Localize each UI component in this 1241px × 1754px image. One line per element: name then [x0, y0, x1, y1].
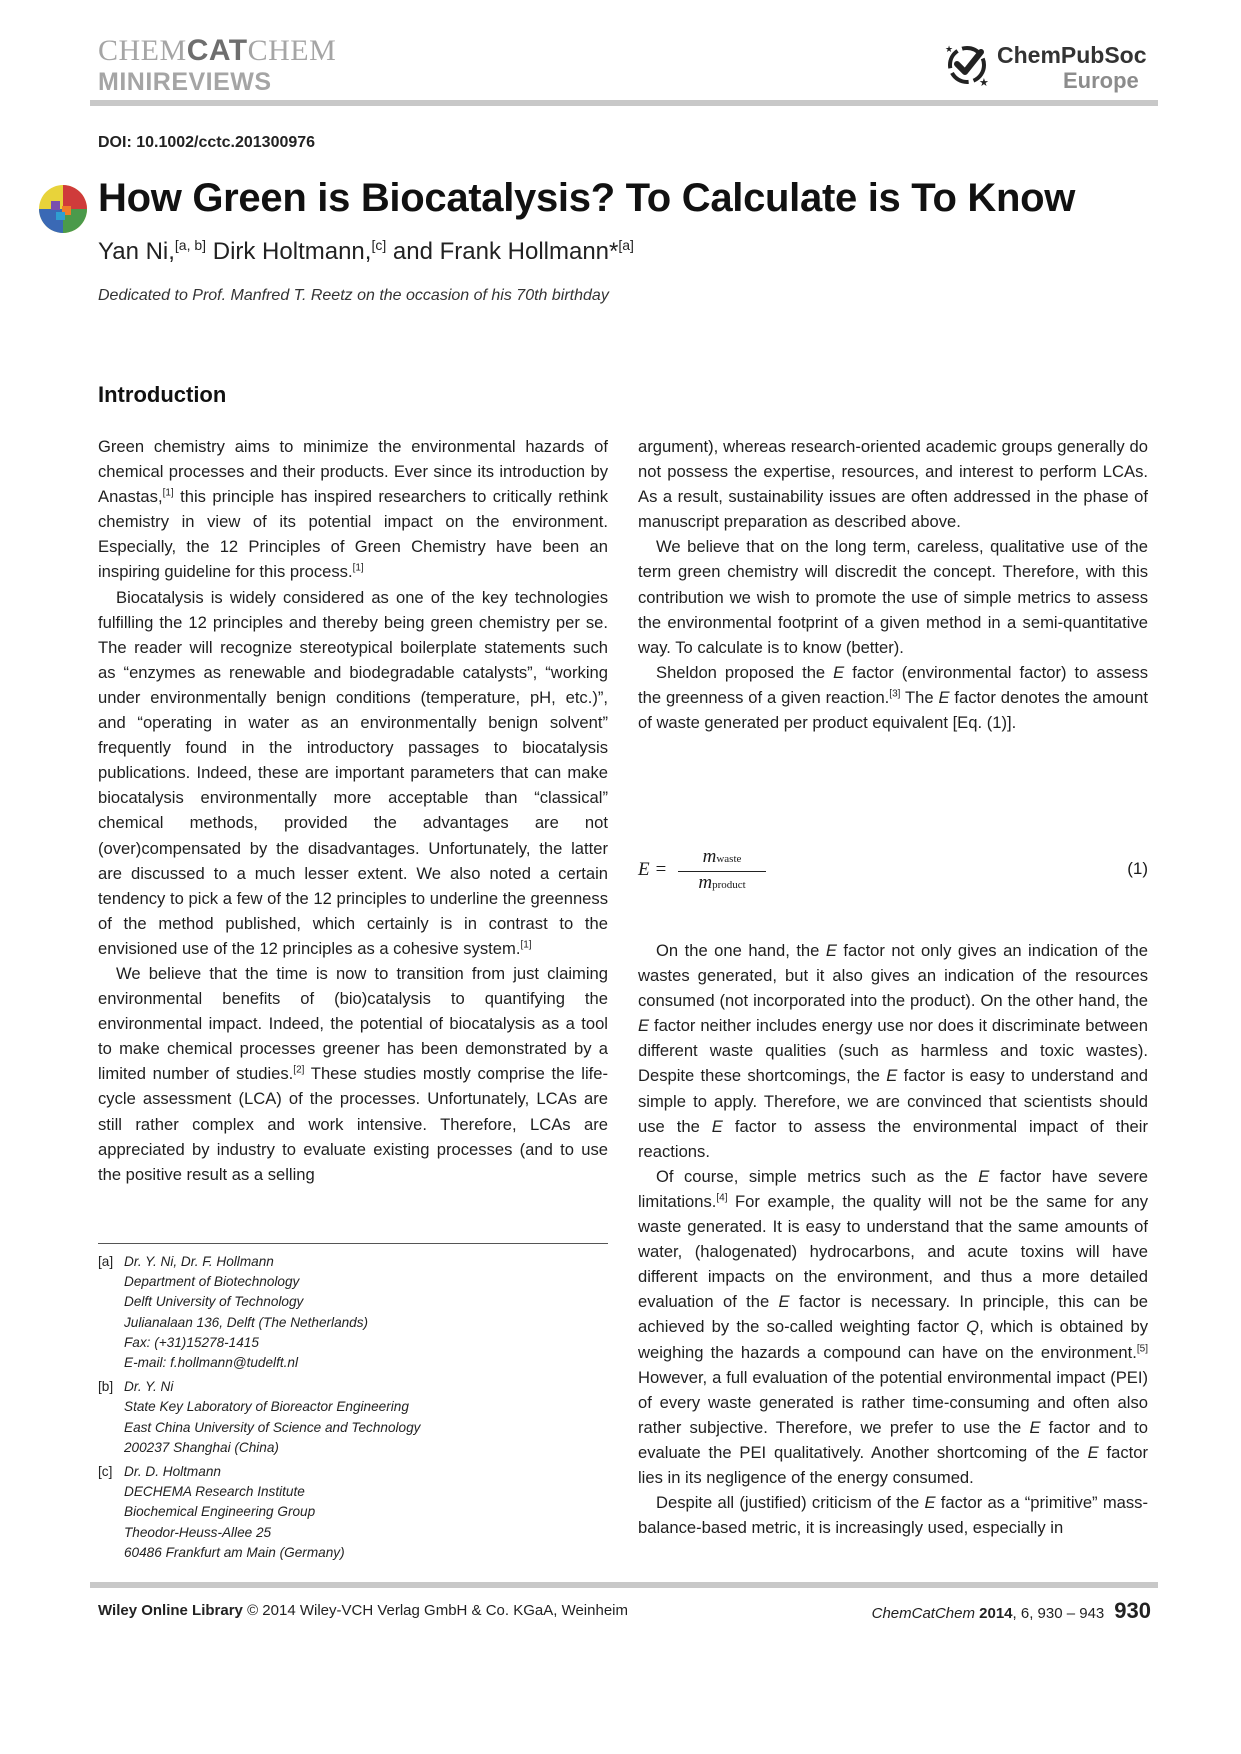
author-name[interactable]: Yan Ni, — [98, 238, 175, 265]
affiliation-line: Department of Biotechnology — [124, 1274, 300, 1290]
citation-ref[interactable]: [2] — [293, 1064, 305, 1076]
publisher-name: ChemPubSoc — [997, 42, 1147, 68]
text-run: On the one hand, the — [656, 941, 826, 960]
affiliation-line: Delft University of Technology — [124, 1294, 304, 1310]
body-paragraph — [98, 961, 608, 1187]
text-run: factor is necessary. In principle, this can be achieved by the so-called weighting factor — [638, 1292, 1149, 1337]
affiliation-line: DECHEMA Research Institute — [124, 1484, 305, 1500]
text-run: factor lies in its negligence of the energy consumed. — [638, 1442, 1148, 1487]
equation-var: m — [698, 872, 713, 893]
text-run: Despite all (justified) criticism of the — [656, 1493, 925, 1513]
equation-denominator — [674, 872, 770, 894]
affiliation-line: 60486 Frankfurt am Main (Germany) — [124, 1544, 345, 1560]
text-run: Of course, simple metrics such as the — [656, 1166, 979, 1186]
citation-ref[interactable]: [1] — [352, 562, 364, 574]
publisher-logo[interactable] — [943, 36, 1153, 96]
text-run: factor is easy to understand and simple to apply. Therefore, we are convinced that scientists should use the — [638, 1066, 1148, 1136]
text-run: factor denotes the amount of waste generated per product equivalent [Eq. (1)]. — [638, 687, 1148, 733]
affiliation-note — [98, 1462, 608, 1563]
header-rule — [90, 100, 1158, 106]
text-run: These studies mostly comprise the life-cycle assessment (LCA) of the processes. Unfortunately, LCAs are still rather complex and work intensive. Therefore, LCAs are appreciated by industry to evaluate existing processes (and to use the positive result as a selling — [98, 1064, 608, 1184]
body-paragraph — [98, 434, 608, 585]
author-name[interactable]: Dirk Holtmann, — [212, 238, 372, 265]
text-run: Green chemistry aims to minimize the environmental hazards of chemical processes and their products. Ever since its introduction by Anastas, — [98, 437, 608, 507]
text-run: factor have severe limitations. — [638, 1166, 1148, 1211]
affiliation-line: E-mail: f.hollmann@tudelft.nl — [124, 1355, 298, 1371]
affiliation-line: Fax: (+31)15278-1415 — [124, 1334, 259, 1350]
text-run: For example, the quality will not be the same for any waste generated. It is easy to understand that the same amounts of water, (halogenated) hydrocarbons, and acute toxins will have different impacts on the environment, and thus a more detailed evaluation of the — [638, 1191, 1148, 1312]
page-number: 930 — [1114, 1598, 1151, 1623]
journal-name-prefix: CHEM — [98, 34, 187, 67]
section-label: MINIREVIEWS — [98, 68, 272, 96]
citation-journal: ChemCatChem — [871, 1605, 975, 1622]
text-run: E — [1029, 1417, 1041, 1437]
svg-text:★: ★ — [979, 76, 989, 89]
library-link[interactable]: Wiley Online Library — [98, 1602, 243, 1619]
citation-ref[interactable]: [3] — [889, 688, 901, 700]
text-run: E — [711, 1116, 723, 1136]
equation-1 — [638, 846, 1148, 896]
text-run: factor neither includes energy use nor does it discriminate between different waste qualities (such as harmless and toxic wastes). Despite these shortcomings, the — [638, 1016, 1148, 1086]
equation-subscript: waste — [716, 853, 742, 865]
journal-name-suffix: CHEM — [247, 34, 337, 67]
author-separator — [206, 238, 213, 265]
equation-lhs: E = — [638, 859, 668, 880]
author-affiliation: [a, b] — [174, 237, 207, 253]
equation-number: (1) — [1127, 859, 1148, 878]
text-run: We believe that the time is now to transition from just claiming environmental benefits of (bio)catalysis to quantifying the environmental impact. Indeed, the potential of biocatalysis as a tool to make chemical processes greener has been demonstrated by a limited number of studies. — [98, 963, 608, 1084]
equation-numerator — [674, 846, 770, 868]
right-column-bottom — [638, 938, 1148, 1540]
text-run: E — [833, 662, 845, 682]
section-heading: Introduction — [98, 382, 227, 407]
text-run: Sheldon proposed the — [656, 662, 834, 682]
text-run: E — [1087, 1442, 1099, 1462]
citation-ref[interactable]: [5] — [1136, 1342, 1148, 1354]
affiliation-line: State Key Laboratory of Bioreactor Engineering — [124, 1399, 409, 1415]
citation-ref[interactable]: [1] — [520, 939, 532, 951]
equation-fraction — [674, 846, 770, 896]
body-paragraph — [638, 1164, 1148, 1490]
text-run: E — [938, 687, 950, 707]
footer-rule — [90, 1582, 1158, 1588]
citation-year: 2014 — [979, 1605, 1013, 1622]
left-column — [98, 434, 608, 1187]
text-run: this principle has inspired researchers to critically rethink chemistry in view of its potential impact on the environment. Especially, the 12 Principles of Green Chemistry have been an inspiring guideline for this process. — [98, 487, 608, 582]
affiliation-footnotes — [98, 1252, 608, 1567]
right-column-top — [638, 434, 1148, 735]
affiliation-mark: [b] — [98, 1379, 114, 1395]
article-title: How Green is Biocatalysis? To Calculate is To Know — [98, 176, 1076, 220]
publisher-seal-icon — [943, 40, 993, 90]
author-list — [98, 237, 634, 266]
text-run: However, a full evaluation of the potential environmental impact (PEI) of every waste generated is rather time-consuming and often also rather subjective. Therefore, we prefer to use the — [638, 1367, 1148, 1437]
text-run: Q — [966, 1317, 980, 1337]
affiliation-note — [98, 1252, 608, 1373]
footer-citation — [872, 1598, 1151, 1624]
affiliation-mark: [c] — [98, 1464, 113, 1480]
equation-var: m — [702, 846, 717, 867]
affiliation-note — [98, 1377, 608, 1458]
affiliation-line: Dr. Y. Ni, Dr. F. Hollmann — [124, 1254, 274, 1269]
copyright-text: © 2014 Wiley-VCH Verlag GmbH & Co. KGaA, Weinheim — [242, 1602, 628, 1619]
footer-copyright — [98, 1602, 628, 1619]
author-name[interactable]: Frank Hollmann* — [439, 238, 619, 265]
citation-ref[interactable]: [4] — [716, 1192, 728, 1204]
affiliation-mark: [a] — [98, 1254, 114, 1269]
text-run: E — [886, 1066, 898, 1086]
body-paragraph — [98, 585, 608, 961]
text-run: argument), whereas research-oriented academic groups generally do not possess the expertise, resources, and interest to perform LCAs. As a result, sustainability issues are often addressed in the phase of manuscript preparation as described above. — [638, 437, 1148, 532]
text-run: E — [638, 1016, 650, 1036]
body-paragraph — [638, 534, 1148, 659]
affiliation-line: Theodor-Heuss-Allee 25 — [124, 1524, 272, 1540]
puzzle-icon — [38, 184, 88, 234]
affiliation-line: Biochemical Engineering Group — [124, 1504, 316, 1520]
doi[interactable]: DOI: 10.1002/cctc.201300976 — [98, 134, 316, 151]
equation-subscript: product — [712, 879, 746, 891]
text-run: The — [900, 687, 939, 707]
footnote-rule — [98, 1243, 608, 1244]
text-run: E — [924, 1493, 936, 1513]
citation-ref[interactable]: [1] — [162, 487, 174, 499]
author-separator: and — [386, 238, 440, 265]
affiliation-line: Dr. D. Holtmann — [124, 1464, 221, 1480]
affiliation-line: Dr. Y. Ni — [124, 1379, 174, 1395]
text-run: factor and to evaluate the PEI qualitatively. Another shortcoming of the — [638, 1417, 1148, 1462]
text-run: We believe that on the long term, careless, qualitative use of the term green chemistry will discredit the concept. Therefore, with this contribution we wish to promote the use of simple metrics to assess the environmental footprint of a given method in a semi-quantitative way. To calculate is to know (better). — [638, 537, 1148, 657]
body-paragraph — [638, 1490, 1148, 1540]
affiliation-line: East China University of Science and Technology — [124, 1419, 421, 1435]
citation-volume-pages: , 6, 930 – 943 — [1012, 1605, 1105, 1622]
publisher-region: Europe — [1063, 68, 1139, 93]
text-run: factor to assess the environmental impact of their reactions. — [638, 1116, 1148, 1161]
text-run: , which is obtained by weighing the hazards a compound can have on the environment. — [638, 1317, 1149, 1362]
body-paragraph — [638, 660, 1148, 735]
affiliation-line: 200237 Shanghai (China) — [124, 1439, 279, 1455]
journal-name-mid: CAT — [186, 34, 248, 67]
svg-text:★: ★ — [945, 45, 954, 55]
journal-name — [98, 34, 336, 68]
text-run: factor not only gives an indication of the wastes generated, but it also gives an indication of the resources consumed (not incorporated into the product). On the other hand, the — [638, 941, 1148, 1011]
dedication: Dedicated to Prof. Manfred T. Reetz on the occasion of his 70th birthday — [98, 287, 609, 304]
body-paragraph — [638, 938, 1148, 1164]
affiliation-line: Julianalaan 136, Delft (The Netherlands) — [124, 1314, 369, 1330]
author-affiliation: [a] — [618, 237, 634, 253]
author-affiliation: [c] — [371, 237, 387, 253]
text-run: Biocatalysis is widely considered as one of the key technologies fulfilling the 12 principles and thereby being green chemistry per se. The reader will recognize stereotypical boilerplate statements such as “enzymes as renewable and biodegradable catalysts”, “working under environmentally benign conditions (temperature, pH, etc.)”, and “operating in water as an environmentally benign solvent” frequently found in the introductory passages to biocatalysis publications. Indeed, these are important parameters that can make biocatalysis environmentally more acceptable than “classical” chemical methods, provided the advantages are not (over)compensated by the disadvantages. Unfortunately, the latter are discussed to a much lesser extent. We also noted a certain tendency to pick a few of the 12 principles to underline the greenness of the method published, which certainly is in contrast to the envisioned use of the 12 principles as a cohesive system. — [98, 587, 608, 958]
text-run: factor (environmental factor) to assess the greenness of a given reaction. — [638, 662, 1148, 707]
text-run: E — [778, 1292, 790, 1312]
text-run: factor as a “primitive” mass-balance-based metric, it is increasingly used, especially in — [638, 1493, 1148, 1538]
text-run: E — [825, 941, 837, 960]
body-paragraph — [638, 434, 1148, 534]
text-run: E — [978, 1166, 990, 1186]
